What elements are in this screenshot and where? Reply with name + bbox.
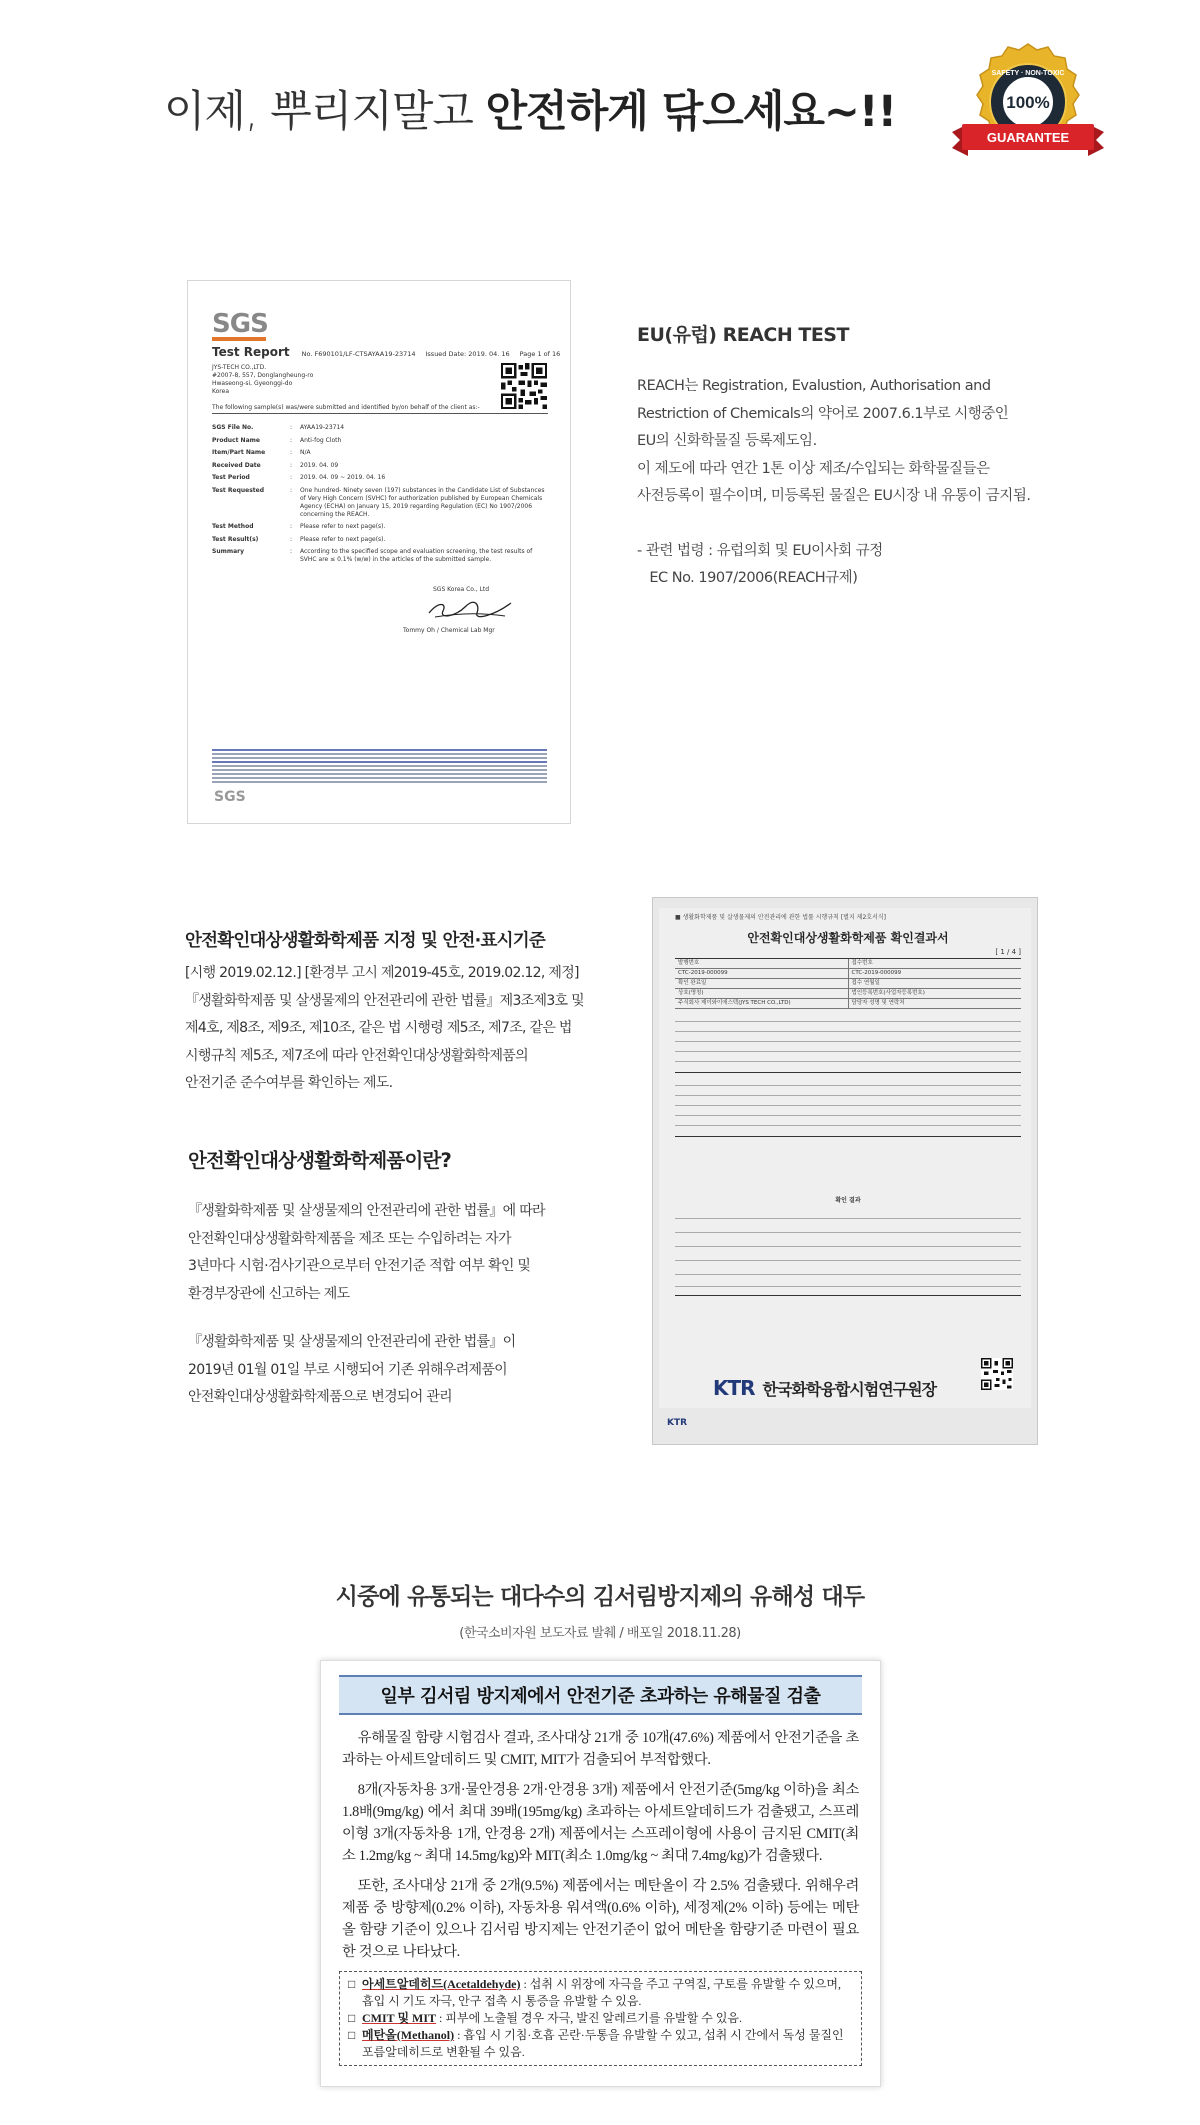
qr-code-icon bbox=[981, 1358, 1013, 1390]
field-value: One hundred- Ninety seven (197) substances in the Candidate List of Substances of Very High Concern (SVHC) for authorization published by European Chemicals Agency (ECHA) on January 15, 2019 regarding Regulation (EC) No 1907/2006 concerning the REACH. bbox=[300, 486, 545, 518]
standard-line: 안전기준 준수여부를 확인하는 제도. bbox=[185, 1075, 393, 1091]
sgs-signature-block bbox=[403, 586, 543, 634]
grid-cell: CTC-2019-000099 bbox=[675, 969, 849, 978]
field-value: According to the specified scope and evaluation screening, the test results of SVHC are ≤ 0.1% (w/w) in the articles of the submitted sample. bbox=[300, 548, 533, 563]
field-value: Anti-fog Cloth bbox=[300, 436, 342, 444]
field-key: Received Date bbox=[212, 461, 261, 469]
article-headline: 일부 김서림 방지제에서 안전기준 초과하는 유해물질 검출 bbox=[339, 1675, 862, 1715]
what-is-section bbox=[188, 1145, 628, 1412]
note-term: 아세트알데히드(Acetaldehyde) bbox=[362, 1977, 521, 1991]
reach-law bbox=[637, 538, 1107, 593]
ktr-footer-logo: KTR bbox=[667, 1418, 688, 1428]
svg-text:GUARANTEE: GUARANTEE bbox=[986, 130, 1070, 145]
note-item: □ 메탄올(Methanol) : 흡입 시 기침·호흡 곤란·두통을 유발할 수 있고, 섭취 시 간에서 독성 물질인 포름알데히드로 변환될 수 있음. bbox=[348, 2028, 844, 2059]
sgs-statement: The following sample(s) was/were submitted and identified by/on behalf of the client as:- bbox=[212, 404, 548, 414]
svg-text:SAFETY · NON-TOXIC: SAFETY · NON-TOXIC bbox=[991, 70, 1065, 77]
sgs-field-row: Item/Part Name : N/A bbox=[212, 449, 548, 457]
field-key: Test Method bbox=[212, 523, 254, 530]
reach-line: 사전등록이 필수이며, 미등록된 물질은 EU시장 내 유통이 금지됨. bbox=[637, 488, 1031, 504]
grid-cell: CTC-2019-000099 bbox=[851, 970, 902, 976]
what-line: 3년마다 시험·검사기관으로부터 안전기준 적합 여부 확인 및 bbox=[188, 1258, 531, 1274]
sgs-field-row: Summary : According to the specified scope and evaluation screening, the test results of SVHC are ≤ 0.1% (w/w) in the articles of the submitted sample. bbox=[212, 548, 548, 564]
sgs-logo: SGS bbox=[212, 309, 268, 339]
address-line: #2007-8, 557, Donglangheung-ro bbox=[212, 372, 314, 379]
grid-row bbox=[675, 979, 1021, 989]
title-light: 이제, 뿌리지말고 bbox=[163, 87, 486, 137]
sgs-field-row: SGS File No. : AYAA19-23714 bbox=[212, 424, 548, 432]
note-item: □ CMIT 및 MIT : 피부에 노출될 경우 자극, 발진 알레르기를 유발할 수 있음. bbox=[348, 2011, 742, 2025]
address-line: Korea bbox=[212, 388, 230, 395]
signature-icon bbox=[425, 597, 515, 623]
standard-line: 제4호, 제8조, 제9조, 제10조, 같은 법 시행령 제5조, 제7조, 같은 법 bbox=[185, 1020, 572, 1036]
article-paragraph: 또한, 조사대상 21개 중 2개(9.5%) 제품에서는 메탄올이 각 2.5% 검출됐다. 위해우려제품 중 방향제(0.2% 이하), 자동차용 워셔액(0.6% 이하), 세정제(2% 이하) 등에는 메탄올 함량 기준이 있으나 김서림 방지제는 안전기준이 없어 메탄올 함량기준 마련이 필요한 것으로 나타났다. bbox=[342, 1878, 859, 1960]
standard-section bbox=[185, 927, 625, 1098]
note-desc: : 흡입 시 기침·호흡 곤란·두통을 유발할 수 있고, 섭취 시 간에서 독성 물질인 포름알데히드로 변환될 수 있음. bbox=[362, 2028, 844, 2059]
what-line: 2019년 01월 01일 부로 시행되어 기존 위해우려제품이 bbox=[188, 1361, 507, 1378]
sgs-field-row: Test Period : 2019. 04. 09 ~ 2019. 04. 16 bbox=[212, 474, 548, 482]
field-key: Summary bbox=[212, 548, 245, 555]
standard-line: 시행규칙 제5조, 제7조에 따라 안전확인대상생활화학제품의 bbox=[185, 1047, 528, 1064]
grid-row bbox=[675, 969, 1021, 979]
sgs-stamp-icon bbox=[212, 781, 252, 811]
grid-cell: 법인등록번호(사업자등록번호) bbox=[851, 990, 925, 996]
note-desc: : 섭취 시 위장에 자극을 주고 구역질, 구토를 유발할 수 있으며, 흡입 시 기도 자극, 안구 접촉 시 통증을 유발할 수 있음. bbox=[362, 1977, 842, 2008]
ktr-result-table bbox=[675, 1206, 1021, 1296]
grid-cell: 접수 연월일 bbox=[851, 980, 880, 986]
reach-title: EU(유럽) REACH TEST bbox=[637, 324, 849, 346]
grid-cell: 담당자 성명 및 연락처 bbox=[851, 1000, 905, 1006]
note-desc: : 피부에 노출될 경우 자극, 발진 알레르기를 유발할 수 있음. bbox=[436, 2011, 742, 2025]
sgs-fine-print bbox=[212, 749, 547, 785]
ktr-page: [ 1 / 4 ] bbox=[995, 948, 1021, 956]
standard-body bbox=[185, 960, 625, 1098]
field-value: Please refer to next page(s). bbox=[300, 535, 386, 543]
reach-line: REACH는 Registration, Evalustion, Authorisation and bbox=[637, 378, 991, 394]
sgs-field-row: Test Requested : One hundred- Ninety seven (197) substances in the Candidate List of Substances of Very High Concern (SVHC) for authorization published by European Chemicals Agency (ECHA) on January 15, 2019 regarding Regulation (EC) No 1907/2006 concerning the REACH. bbox=[212, 487, 548, 519]
grid-cell: 접수번호 bbox=[851, 960, 873, 966]
reach-description bbox=[637, 373, 1107, 511]
news-clipping bbox=[320, 1660, 881, 2087]
standard-title: 안전확인대상생활화학제품 지정 및 안전·표시기준 bbox=[185, 931, 545, 951]
field-value: AYAA19-23714 bbox=[300, 424, 345, 431]
sgs-issued-date: Issued Date: 2019. 04. 16 bbox=[425, 350, 510, 358]
sgs-field-row: Test Method : Please refer to next page(s). bbox=[212, 523, 548, 531]
sgs-client-address bbox=[212, 364, 548, 396]
ktr-confirm-label: 확인 결과 bbox=[835, 1197, 861, 1204]
signer-company: SGS Korea Co., Ltd bbox=[433, 586, 490, 593]
grid-cell: 발행번호 bbox=[675, 959, 849, 968]
field-value: N/A bbox=[300, 449, 311, 456]
reach-section bbox=[637, 320, 1107, 593]
note-item: □ 아세트알데히드(Acetaldehyde) : 섭취 시 위장에 자극을 주고 구역질, 구토를 유발할 수 있으며, 흡입 시 기도 자극, 안구 접촉 시 통증을 유발할 수 있음. bbox=[348, 1977, 842, 2008]
what-line: 『생활화학제품 및 살생물제의 안전관리에 관한 법률』이 bbox=[188, 1334, 516, 1350]
signer-name: Tommy Oh / Chemical Lab Mgr bbox=[403, 627, 495, 634]
sgs-page: Page 1 of 16 bbox=[519, 350, 561, 358]
sgs-field-row: Test Result(s) : Please refer to next page(s). bbox=[212, 536, 548, 544]
ktr-title: 안전확인대상생활화학제품 확인결과서 bbox=[747, 931, 949, 945]
note-term: 메탄올(Methanol) bbox=[362, 2028, 455, 2042]
grid-row bbox=[675, 999, 1021, 1009]
standard-line: 『생활화학제품 및 살생물제의 안전관리에 관한 법률』제3조제3호 및 bbox=[185, 992, 584, 1009]
field-key: SGS File No. bbox=[212, 424, 254, 431]
what-line: 『생활화학제품 및 살생물제의 안전관리에 관한 법률』에 따라 bbox=[188, 1203, 545, 1219]
note-term: CMIT 및 MIT bbox=[362, 2011, 437, 2025]
guarantee-badge-icon bbox=[948, 40, 1108, 180]
grid-row bbox=[675, 989, 1021, 999]
ktr-issuer-name: 한국화학융합시험연구원장 bbox=[762, 1379, 937, 1399]
ktr-issuer bbox=[653, 1376, 993, 1400]
article-paragraph: 8개(자동차용 3개·물안경용 2개·안경용 3개) 제품에서 안전기준(5mg/kg 이하)을 최소 1.8배(9mg/kg) 에서 최대 39배(195mg/kg) 초과하는 아세트알데히드가 검출됐고, 스프레이형 3개(자동차용 1개, 안경용 2개) 제품에서는 스프레이형에 사용이 금지된 CMIT(최소 1.2mg/kg ~ 최대 14.5mg/kg)와 MIT(최소 1.0mg/kg ~ 최대 7.4mg/kg)가 검출됐다. bbox=[342, 1782, 859, 1864]
grid-row bbox=[675, 959, 1021, 969]
sgs-fields bbox=[212, 424, 548, 564]
grid-cell: 주식회사 제이와이에스텍(JYS TECH CO.,LTD) bbox=[675, 999, 849, 1008]
sgs-field-row: Received Date : 2019. 04. 09 bbox=[212, 462, 548, 470]
what-is-paragraph bbox=[188, 1198, 628, 1308]
harm-title: 시중에 유통되는 대다수의 김서림방지제의 유해성 대두 bbox=[335, 1584, 865, 1610]
harm-source: (한국소비자원 보도자료 발췌 / 배포일 2018.11.28) bbox=[459, 1626, 741, 1641]
article-paragraph: 유해물질 함량 시험검사 결과, 조사대상 21개 중 10개(47.6%) 제품에서 안전기준을 초과하는 아세트알데히드 및 CMIT, MIT가 검출되어 부적합했다. bbox=[342, 1730, 859, 1768]
sgs-field-row: Product Name : Anti-fog Cloth bbox=[212, 437, 548, 445]
law-line: - 관련 법령 : 유럽의회 및 EU이사회 규정 bbox=[637, 542, 883, 559]
reach-line: Restriction of Chemicals의 약어로 2007.6.1부로 시행중인 bbox=[637, 405, 1009, 422]
field-value: Please refer to next page(s). bbox=[300, 523, 386, 530]
standard-line: [시행 2019.02.12.] [환경부 고시 제2019-45호, 2019.02.12, 제정] bbox=[185, 965, 579, 981]
ktr-certificate bbox=[652, 897, 1038, 1445]
ktr-form-grid bbox=[675, 958, 1021, 1009]
field-key: Test Requested bbox=[212, 486, 265, 494]
field-value: 2019. 04. 09 bbox=[300, 461, 339, 469]
grid-cell: 확인 완료일 bbox=[675, 979, 849, 988]
field-key: Product Name bbox=[212, 436, 260, 444]
sgs-report-no: No. F690101/LF-CTSAYAA19-23714 bbox=[301, 350, 416, 358]
article-body bbox=[339, 1727, 862, 1963]
field-key: Item/Part Name bbox=[212, 449, 266, 456]
sgs-report-header bbox=[212, 345, 561, 359]
what-line: 안전확인대상생활화학제품을 제조 또는 수입하려는 자가 bbox=[188, 1230, 511, 1247]
sgs-test-report bbox=[187, 280, 571, 824]
field-key: Test Result(s) bbox=[212, 535, 259, 543]
address-line: Hwaseong-si, Gyeonggi-do bbox=[212, 380, 293, 387]
ktr-form-block bbox=[675, 1075, 1021, 1137]
qr-code-icon bbox=[501, 363, 547, 409]
sgs-report-title: Test Report bbox=[212, 345, 290, 359]
what-is-title: 안전확인대상생활화학제품이란? bbox=[188, 1149, 452, 1172]
svg-text:SGS: SGS bbox=[214, 789, 246, 805]
ktr-logo: KTR bbox=[713, 1376, 755, 1400]
grid-cell: 상호(명칭) bbox=[675, 989, 849, 998]
field-key: Test Period bbox=[212, 474, 250, 481]
reach-line: 이 제도에 따라 연간 1톤 이상 제조/수입되는 화학물질들은 bbox=[637, 460, 990, 477]
law-line: EC No. 1907/2006(REACH규제) bbox=[637, 570, 858, 586]
what-line: 환경부장관에 신고하는 제도 bbox=[188, 1285, 350, 1302]
reach-line: EU의 신화학물질 등록제도임. bbox=[637, 433, 817, 449]
what-is-paragraph bbox=[188, 1329, 628, 1412]
field-value: 2019. 04. 09 ~ 2019. 04. 16 bbox=[300, 474, 386, 481]
what-line: 안전확인대상생활화학제품으로 변경되어 관리 bbox=[188, 1389, 452, 1405]
ktr-form-note: ■ 생활화학제품 및 살생물제의 안전관리에 관한 법률 시행규칙 [별지 제2호서식] bbox=[675, 914, 887, 921]
address-line: JYS-TECH CO.,LTD. bbox=[212, 364, 267, 371]
title-bold: 안전하게 닦으세요~!! bbox=[485, 87, 897, 137]
article-notes bbox=[339, 1971, 862, 2066]
ktr-form-block bbox=[675, 1011, 1021, 1073]
svg-text:100%: 100% bbox=[1006, 93, 1050, 112]
